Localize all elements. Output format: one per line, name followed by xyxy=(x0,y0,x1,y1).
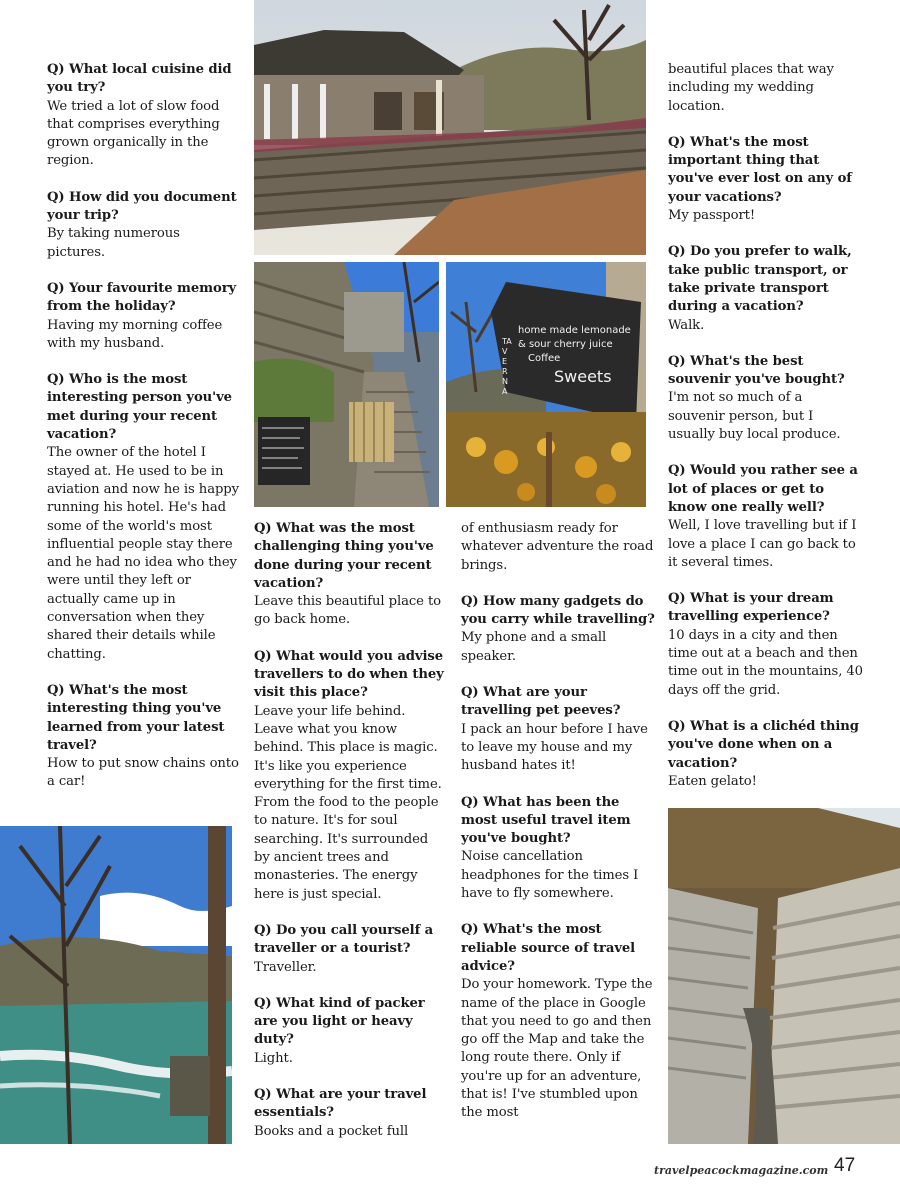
qa-interesting-thing-learned xyxy=(47,682,239,792)
photo-stone-guesthouse xyxy=(254,0,646,255)
answer: Walk. xyxy=(668,317,705,333)
sign-line-juice: & sour cherry juice xyxy=(518,339,613,350)
qa-pet-peeves xyxy=(461,684,656,775)
question: Q) What is your dream travelling experience? xyxy=(668,591,834,625)
photo-taverna-sign xyxy=(446,262,646,507)
question: Q) What's the best souvenir you've bought? xyxy=(668,353,845,388)
question: Q) What has been the most useful travel item you've bought? xyxy=(461,794,631,847)
page-number: 47 xyxy=(834,1155,856,1176)
qa-places-or-one xyxy=(668,462,863,572)
answer: I pack an hour before I have to leave my house and my husband hates it! xyxy=(461,721,648,774)
qa-walk-or-transport xyxy=(668,243,863,334)
question: Q) What's the most interesting thing you've learned from your latest travel? xyxy=(47,682,225,753)
question: Q) What's the most important thing that you've ever lost on any of your vacations? xyxy=(668,134,852,205)
text-column-1 xyxy=(47,61,239,810)
photo-river-trees xyxy=(0,826,232,1144)
text-column-3 xyxy=(461,520,656,1141)
qa-local-cuisine xyxy=(47,61,239,171)
question: Q) What is a clichéd thing you've done when on a vacation? xyxy=(668,718,859,771)
question: Q) What kind of packer are you light or heavy duty? xyxy=(254,995,425,1048)
answer: Leave your life behind. Leave what you know behind. This place is magic. It's like you experience everything for the first time. From the food to the people to nature. It's for soul searching. It's surrounded by ancient trees and monasteries. The energy here is just special. xyxy=(254,703,442,902)
question: Q) Do you prefer to walk, take public transport, or take private transport during a vacation? xyxy=(668,244,852,315)
qa-continuation xyxy=(461,520,656,575)
answer: I'm not so much of a souvenir person, but I usually buy local produce. xyxy=(668,390,841,443)
answer: Eaten gelato! xyxy=(668,773,757,789)
answer: Books and a pocket full xyxy=(254,1123,409,1139)
sign-line-sweets: Sweets xyxy=(554,367,612,386)
question: Q) What would you advise travellers to do when they visit this place? xyxy=(254,648,444,701)
question: Q) What was the most challenging thing you've done during your recent vacation? xyxy=(254,521,434,591)
qa-useful-travel-item xyxy=(461,794,656,904)
answer: Light. xyxy=(254,1050,293,1066)
question: Q) Would you rather see a lot of places or get to know one really well? xyxy=(668,463,858,515)
question: Q) How many gadgets do you carry while travelling? xyxy=(461,593,655,628)
qa-kind-of-packer xyxy=(254,995,444,1068)
qa-most-challenging xyxy=(254,520,444,630)
question: Q) What's the most reliable source of travel advice? xyxy=(461,922,636,974)
qa-dream-experience xyxy=(668,590,863,700)
answer: We tried a lot of slow food that comprises everything grown organically in the region. xyxy=(47,98,220,169)
answer: The owner of the hotel I stayed at. He used to be in aviation and now he is happy running his hotel. He's had some of the world's most influential people stay there and he had no idea who they were until they left or actually came up in conversation when they shared their details while chatting. xyxy=(47,445,239,662)
question: Q) What are your travelling pet peeves? xyxy=(461,685,621,719)
sign-vertical-text: TAVERNA xyxy=(502,337,512,396)
question: Q) How did you document your trip? xyxy=(47,189,237,224)
question: Q) Do you call yourself a traveller or a tourist? xyxy=(254,922,434,957)
answer: 10 days in a city and then time out at a beach and then time out in the mountains, 40 days off the grid. xyxy=(668,627,863,698)
sign-text xyxy=(518,324,638,384)
qa-interesting-person xyxy=(47,371,239,664)
photo-stone-steps-path xyxy=(254,262,439,507)
qa-cliched-thing xyxy=(668,718,863,791)
question: Q) Your favourite memory from the holiday? xyxy=(47,280,237,315)
answer: Having my morning coffee with my husband. xyxy=(47,317,223,351)
qa-favourite-memory xyxy=(47,280,239,353)
answer: Traveller. xyxy=(254,959,317,975)
text-column-4 xyxy=(668,61,863,809)
question: Q) What are your travel essentials? xyxy=(254,1087,427,1121)
sign-line-lemonade: home made lemonade xyxy=(518,325,631,336)
answer-continued: of enthusiasm ready for whatever adventure the road brings. xyxy=(461,521,654,573)
qa-traveller-or-tourist xyxy=(254,922,444,977)
qa-document-trip xyxy=(47,189,239,262)
photo-rock-gorge xyxy=(668,808,900,1144)
answer: Do your homework. Type the name of the place in Google that you need to go and then go off the Map and take the long route there. Only if you're up for an adventure, that is! I've stumbled upon the most xyxy=(461,977,653,1121)
answer: Well, I love travelling but if I love a place I can go back to it several times. xyxy=(668,518,857,570)
text-column-2 xyxy=(254,520,444,1159)
answer-continued: beautiful places that way including my wedding location. xyxy=(668,62,834,114)
answer: My phone and a small speaker. xyxy=(461,630,607,664)
answer: Leave this beautiful place to go back home. xyxy=(254,594,441,628)
qa-reliable-advice xyxy=(461,921,656,1122)
question: Q) What local cuisine did you try? xyxy=(47,62,232,96)
qa-continuation xyxy=(668,61,863,116)
qa-advise-travellers xyxy=(254,648,444,904)
sign-line-coffee: Coffee xyxy=(528,353,561,364)
answer: By taking numerous pictures. xyxy=(47,226,180,260)
question: Q) Who is the most interesting person you've met during your recent vacation? xyxy=(47,372,232,443)
qa-best-souvenir xyxy=(668,353,863,444)
answer: My passport! xyxy=(668,208,756,224)
qa-travel-essentials xyxy=(254,1086,444,1141)
answer: Noise cancellation headphones for the times I have to fly somewhere. xyxy=(461,849,639,902)
footer-website: travelpeacockmagazine.com xyxy=(654,1164,829,1177)
qa-gadgets xyxy=(461,593,656,666)
answer: How to put snow chains onto a car! xyxy=(47,756,239,790)
qa-important-thing-lost xyxy=(668,134,863,225)
